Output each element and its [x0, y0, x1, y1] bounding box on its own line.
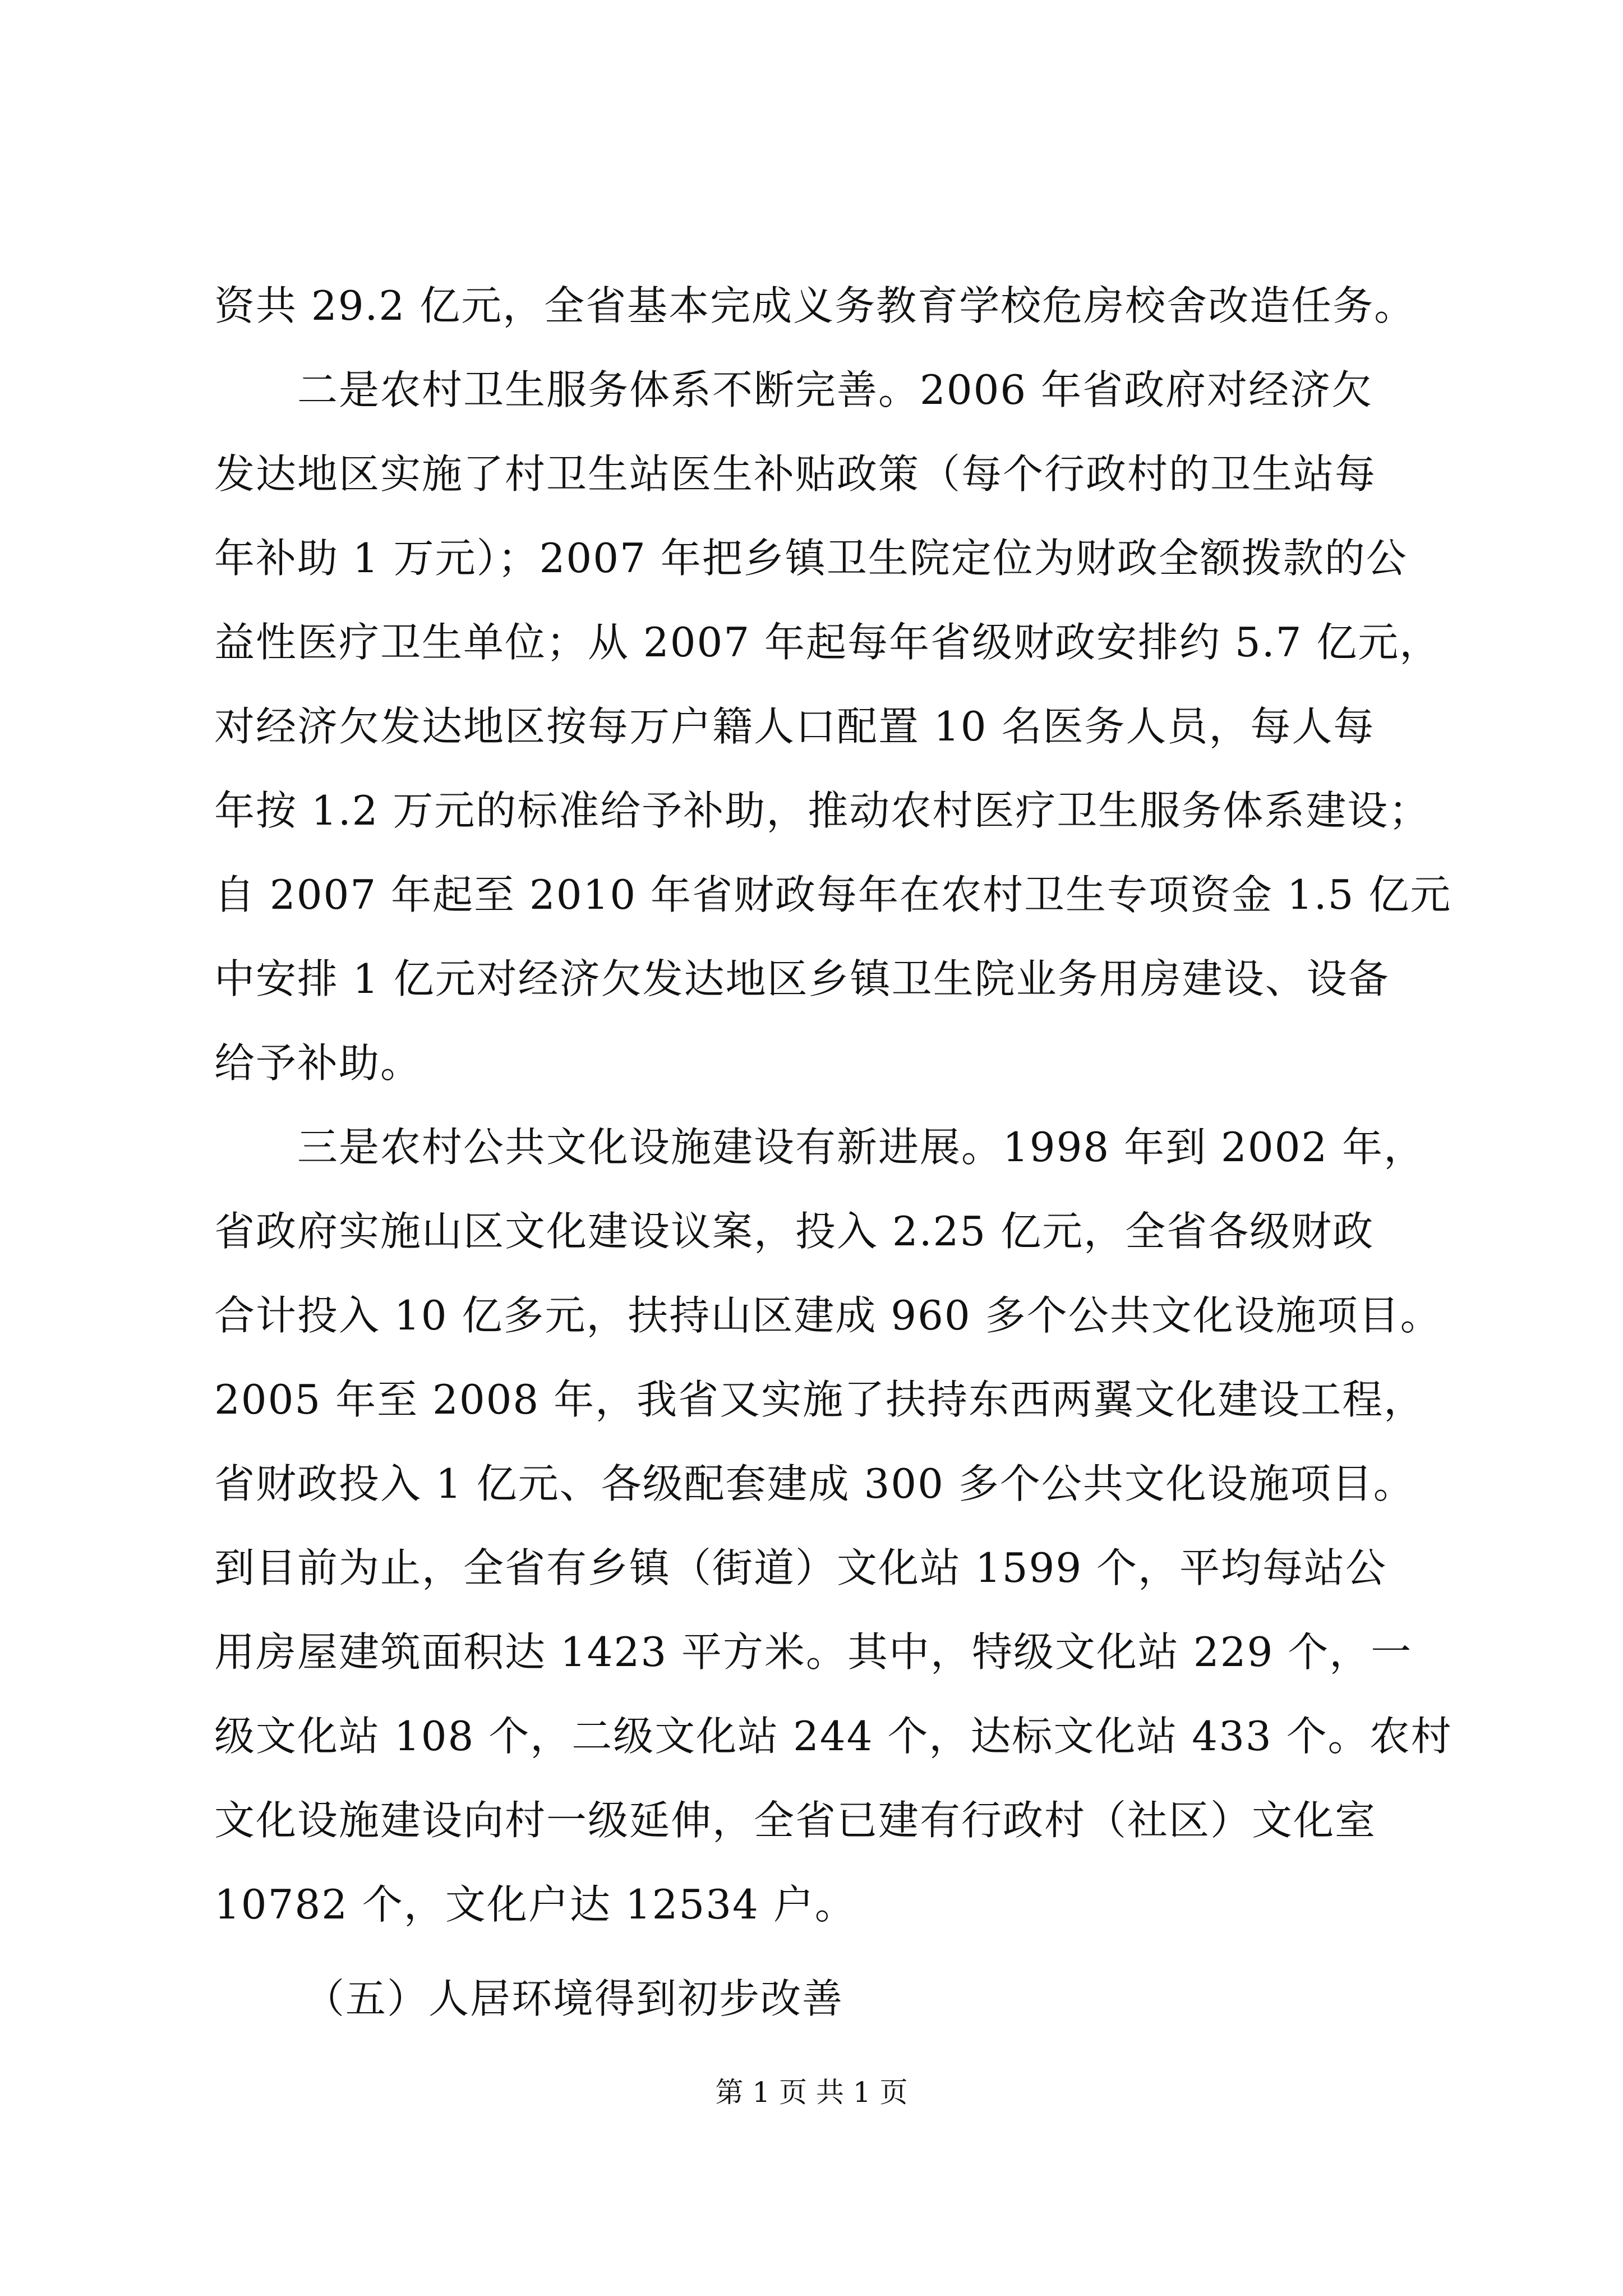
text-line: 年补助 1 万元）；2007 年把乡镇卫生院定位为财政全额拨款的公: [214, 535, 1408, 582]
text-line: 用房屋建筑面积达 1423 平方米。其中，特级文化站 229 个，一: [214, 1628, 1413, 1676]
text-line: 合计投入 10 亿多元，扶持山区建成 960 多个公共文化设施项目。: [214, 1292, 1442, 1339]
page-footer: 第 1 页 共 1 页: [715, 2076, 908, 2109]
text-line: 中安排 1 亿元对经济欠发达地区乡镇卫生院业务用房建设、设备: [214, 955, 1390, 1002]
text-line: 文化设施建设向村一级延伸，全省已建有行政村（社区）文化室: [214, 1797, 1377, 1844]
text-line: 益性医疗卫生单位；从 2007 年起每年省级财政安排约 5.7 亿元，: [214, 619, 1441, 666]
text-line: 资共 29.2 亿元，全省基本完成义务教育学校危房校舍改造任务。: [214, 282, 1416, 329]
text-line: 三是农村公共文化设施建设有新进展。1998 年到 2002 年，: [214, 1124, 1426, 1171]
text-line: 到目前为止，全省有乡镇（街道）文化站 1599 个，平均每站公: [214, 1544, 1387, 1591]
text-line: 省政府实施山区文化建设议案，投入 2.25 亿元，全省各级财政: [214, 1208, 1375, 1255]
text-line: 年按 1.2 万元的标准给予补助，推动农村医疗卫生服务体系建设；: [214, 787, 1431, 834]
text-line: 发达地区实施了村卫生站医生补贴政策（每个行政村的卫生站每: [214, 450, 1377, 498]
document-body: [214, 264, 1453, 2041]
section-heading: （五）人居环境得到初步改善: [304, 1975, 844, 2022]
text-line: 给予补助。: [214, 1039, 422, 1087]
text-line: 10782 个，文化户达 12534 户。: [214, 1881, 856, 1928]
text-line: 自 2007 年起至 2010 年省财政每年在农村卫生专项资金 1.5 亿元: [214, 871, 1452, 918]
text-line: 省财政投入 1 亿元、各级配套建成 300 多个公共文化设施项目。: [214, 1460, 1415, 1507]
text-line: 级文化站 108 个，二级文化站 244 个，达标文化站 433 个。农村: [214, 1713, 1453, 1760]
text-line: 对经济欠发达地区按每万户籍人口配置 10 名医务人员，每人每: [214, 703, 1375, 750]
text-line: 2005 年至 2008 年，我省又实施了扶持东西两翼文化建设工程，: [214, 1376, 1426, 1423]
text-line: 二是农村卫生服务体系不断完善。2006 年省政府对经济欠: [214, 366, 1373, 413]
